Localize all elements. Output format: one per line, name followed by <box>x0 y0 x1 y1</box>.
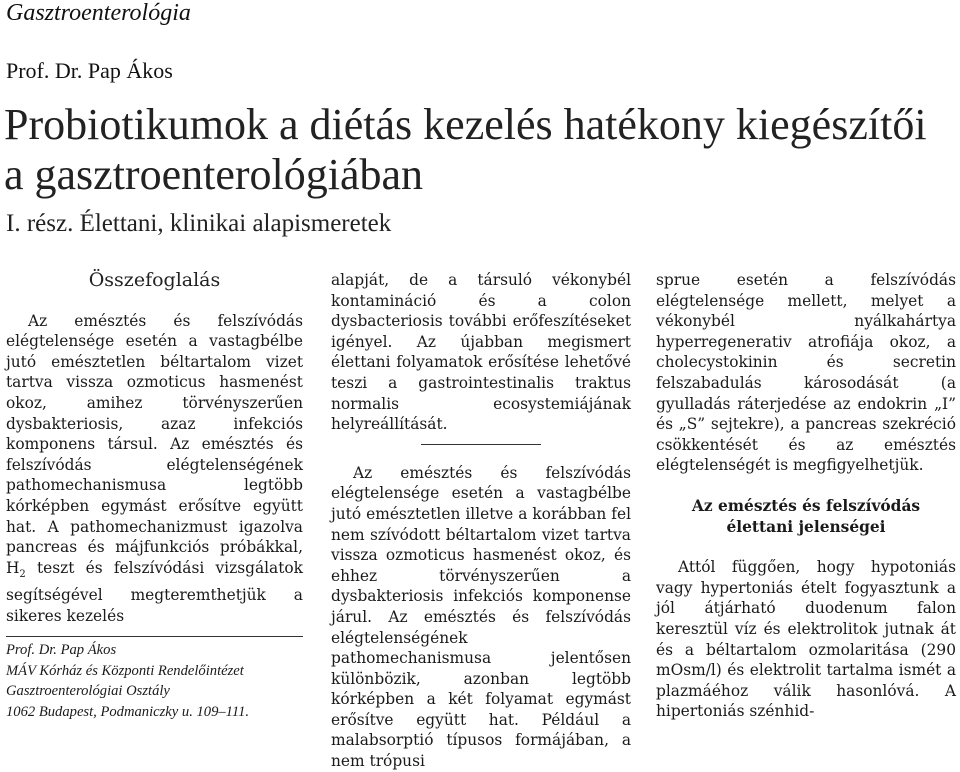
summary-text <box>6 311 303 627</box>
affiliation-divider <box>6 636 303 637</box>
col3-paragraph-2: Attól függően, hogy hypotoniás vagy hypertoniás ételt fogyasztunk a jól átjárható duodenum falon keresztül víz és elektrolitok jutnak át és a béltartalom ozmolaritása (290 mOsm/l) és elektrolit tartalma ismét a plazmáéhoz válik hasonlóvá. A hipertoniás szénhid- <box>656 558 956 721</box>
affiliation-name: Prof. Dr. Pap Ákos <box>6 642 117 658</box>
section-tag: Gasztroenterológia <box>6 0 191 26</box>
author-line: Prof. Dr. Pap Ákos <box>6 58 173 83</box>
article-subtitle: I. rész. Élettani, klinikai alapismeretek <box>6 210 392 237</box>
col3-paragraph-1: sprue esetén a felszívódás elégtelensége mellett, melyet a vékonybél nyálkahártya hyperregenerativ atrofiája okoz, a cholecystokinin és secretin felszabadulás károsodását (a gyulladás ráterjedése az endokrin „I” és „S” sejtekre), a pancreas szekréció csökkentését és az emésztés elégtelenségét is megfigyelhetjük. <box>656 271 956 475</box>
affiliation-department: Gasztroenterológiai Osztály <box>6 683 170 700</box>
article-title: Probiotikumok a diétás kezelés hatékony kiegészítői a gasztroenterológiában <box>4 100 927 199</box>
summary-heading: Összefoglalás <box>88 269 221 291</box>
summary-text-part2: teszt és felszívódási vizsgálatok segítségével megteremthetjük a sikeres kezelés <box>6 558 303 625</box>
column-middle <box>331 270 631 772</box>
affiliation-address: 1062 Budapest, Podmaniczky u. 109–111. <box>6 703 250 720</box>
affiliation-block <box>6 640 306 722</box>
column-summary <box>6 268 303 627</box>
summary-text-part1: Az emésztés és felszívódás elégtelensége esetén a vastagbélbe jutó emésztetlen béltartalom vizet tartva vissza ozmoticus hasmenést okoz, amihez törvényszerűen dysbakteriosis, azaz infekciós komponens társul. Az emésztés és felszívódás elégtelenségének pathomechanismusa legtöbb kórképben egymást erősítve együtt hat. A pathomechanizmust igazolva pancreas és májfunkciós próbákkal, H <box>6 311 303 577</box>
section-heading: Az emésztés és felszívódás élettani jelenségei <box>691 496 921 536</box>
column-right <box>656 270 956 722</box>
section-divider <box>421 444 541 445</box>
h2-subscript: 2 <box>19 568 26 580</box>
col2-paragraph-2: Az emésztés és felszívódás elégtelensége esetén a vastagbélbe jutó emésztetlen illetve a korábban fel nem szívódott béltartalom vizet tartva vissza ozmoticus hasmenést okoz, és ehhez törvényszerűen a dysbakteriosis infekciós komponense járul. Az emésztés és felszívódás elégtelenségének pathomechanismusa jelentősen különbözik, azonban legtöbb kórképben a két folyamat egymást erősítve együtt hat. Például a malabsorptió típusos formájában, a nem trópusi <box>331 463 631 771</box>
col2-paragraph-1: alapját, de a társuló vékonybél kontamináció és a colon dysbacteriosis további erőfeszítéseket igényel. Az újabban megismert élettani folyamatok erősítése lehetővé teszi a gastrointestinalis traktus normalis ecosystemiájának helyreállítását. <box>331 271 631 434</box>
affiliation-institution: MÁV Kórház és Központi Rendelőintézet <box>6 662 244 679</box>
